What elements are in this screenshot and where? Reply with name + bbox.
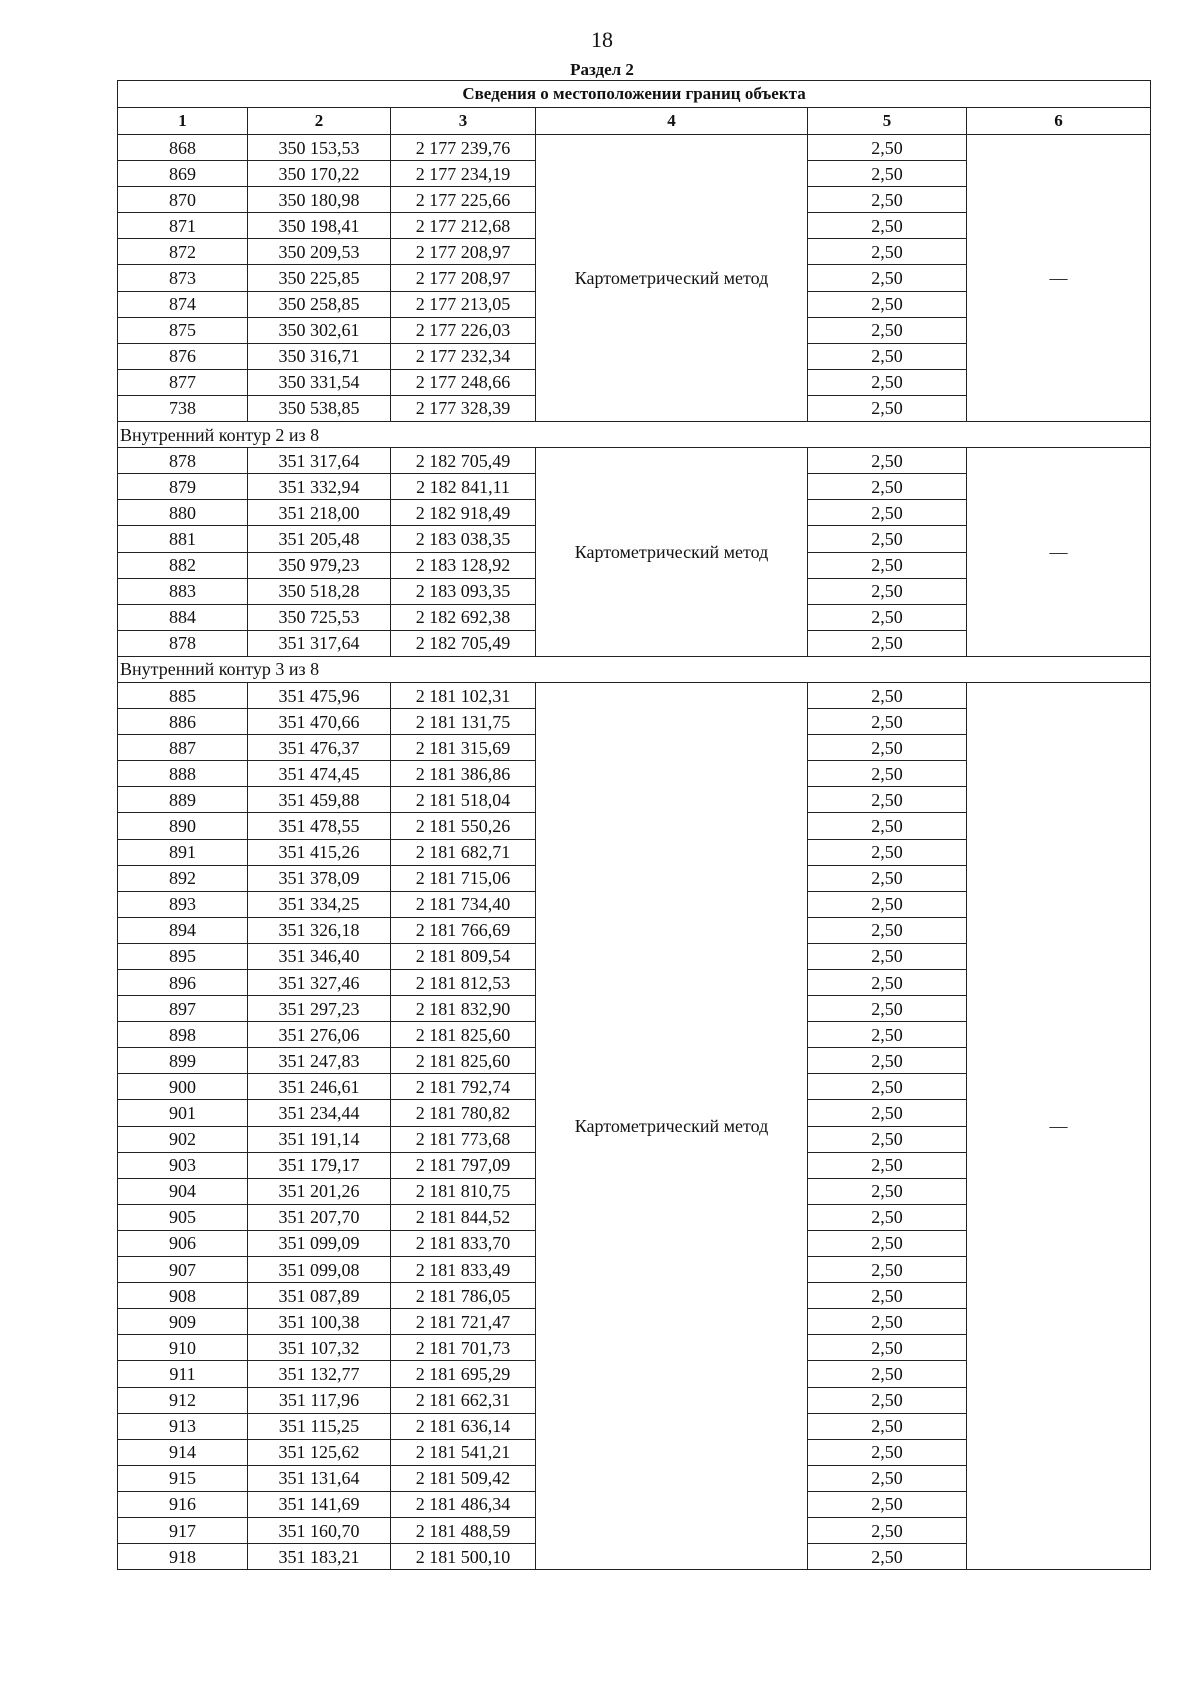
accuracy-cell: 2,50	[808, 1204, 967, 1230]
x-coordinate-cell: 351 332,94	[248, 474, 391, 500]
x-coordinate-cell: 351 459,88	[248, 787, 391, 813]
y-coordinate-cell: 2 183 093,35	[391, 578, 536, 604]
point-number-cell: 895	[118, 943, 248, 969]
y-coordinate-cell: 2 181 500,10	[391, 1544, 536, 1570]
x-coordinate-cell: 350 518,28	[248, 578, 391, 604]
accuracy-cell: 2,50	[808, 839, 967, 865]
point-number-cell: 905	[118, 1204, 248, 1230]
x-coordinate-cell: 351 218,00	[248, 500, 391, 526]
accuracy-cell: 2,50	[808, 239, 967, 265]
accuracy-cell: 2,50	[808, 709, 967, 735]
column-number-row	[118, 108, 1151, 135]
accuracy-cell: 2,50	[808, 1152, 967, 1178]
accuracy-cell: 2,50	[808, 604, 967, 630]
column-number: 6	[967, 108, 1151, 135]
x-coordinate-cell: 351 131,64	[248, 1465, 391, 1491]
accuracy-cell: 2,50	[808, 1335, 967, 1361]
point-number-cell: 910	[118, 1335, 248, 1361]
y-coordinate-cell: 2 181 486,34	[391, 1491, 536, 1517]
accuracy-cell: 2,50	[808, 1387, 967, 1413]
y-coordinate-cell: 2 183 038,35	[391, 526, 536, 552]
point-number-cell: 889	[118, 787, 248, 813]
boundary-coordinates-table	[117, 80, 1151, 1570]
point-number-cell: 901	[118, 1100, 248, 1126]
x-coordinate-cell: 351 276,06	[248, 1022, 391, 1048]
x-coordinate-cell: 351 115,25	[248, 1413, 391, 1439]
x-coordinate-cell: 350 302,61	[248, 317, 391, 343]
point-number-cell: 902	[118, 1126, 248, 1152]
y-coordinate-cell: 2 181 721,47	[391, 1309, 536, 1335]
point-number-cell: 896	[118, 970, 248, 996]
accuracy-cell: 2,50	[808, 1544, 967, 1570]
x-coordinate-cell: 351 179,17	[248, 1152, 391, 1178]
table-caption-row	[118, 81, 1151, 108]
accuracy-cell: 2,50	[808, 1309, 967, 1335]
y-coordinate-cell: 2 183 128,92	[391, 552, 536, 578]
y-coordinate-cell: 2 181 780,82	[391, 1100, 536, 1126]
point-number-cell: 915	[118, 1465, 248, 1491]
accuracy-cell: 2,50	[808, 891, 967, 917]
accuracy-cell: 2,50	[808, 1178, 967, 1204]
x-coordinate-cell: 351 475,96	[248, 682, 391, 708]
x-coordinate-cell: 351 087,89	[248, 1283, 391, 1309]
x-coordinate-cell: 351 470,66	[248, 709, 391, 735]
point-number-cell: 878	[118, 630, 248, 656]
y-coordinate-cell: 2 182 705,49	[391, 448, 536, 474]
x-coordinate-cell: 351 334,25	[248, 891, 391, 917]
point-number-cell: 904	[118, 1178, 248, 1204]
point-number-cell: 907	[118, 1257, 248, 1283]
point-number-cell: 873	[118, 265, 248, 291]
column-number: 4	[536, 108, 808, 135]
x-coordinate-cell: 351 107,32	[248, 1335, 391, 1361]
y-coordinate-cell: 2 181 518,04	[391, 787, 536, 813]
accuracy-cell: 2,50	[808, 1491, 967, 1517]
x-coordinate-cell: 351 317,64	[248, 630, 391, 656]
x-coordinate-cell: 351 415,26	[248, 839, 391, 865]
point-number-cell: 914	[118, 1439, 248, 1465]
accuracy-cell: 2,50	[808, 787, 967, 813]
y-coordinate-cell: 2 181 701,73	[391, 1335, 536, 1361]
y-coordinate-cell: 2 181 386,86	[391, 761, 536, 787]
point-number-cell: 874	[118, 291, 248, 317]
y-coordinate-cell: 2 181 825,60	[391, 1022, 536, 1048]
x-coordinate-cell: 351 378,09	[248, 865, 391, 891]
y-coordinate-cell: 2 181 809,54	[391, 943, 536, 969]
accuracy-cell: 2,50	[808, 917, 967, 943]
method-cell: Картометрический метод	[536, 448, 808, 657]
x-coordinate-cell: 351 247,83	[248, 1048, 391, 1074]
point-number-cell: 877	[118, 369, 248, 395]
y-coordinate-cell: 2 182 705,49	[391, 630, 536, 656]
table-caption: Сведения о местоположении границ объекта	[118, 81, 1151, 108]
x-coordinate-cell: 351 478,55	[248, 813, 391, 839]
y-coordinate-cell: 2 177 213,05	[391, 291, 536, 317]
accuracy-cell: 2,50	[808, 317, 967, 343]
y-coordinate-cell: 2 182 841,11	[391, 474, 536, 500]
table-row	[118, 448, 1151, 474]
y-coordinate-cell: 2 181 715,06	[391, 865, 536, 891]
x-coordinate-cell: 351 099,08	[248, 1257, 391, 1283]
point-number-cell: 884	[118, 604, 248, 630]
accuracy-cell: 2,50	[808, 630, 967, 656]
y-coordinate-cell: 2 181 550,26	[391, 813, 536, 839]
point-number-cell: 916	[118, 1491, 248, 1517]
point-number-cell: 890	[118, 813, 248, 839]
accuracy-cell: 2,50	[808, 813, 967, 839]
x-coordinate-cell: 351 474,45	[248, 761, 391, 787]
point-number-cell: 882	[118, 552, 248, 578]
y-coordinate-cell: 2 177 208,97	[391, 265, 536, 291]
accuracy-cell: 2,50	[808, 135, 967, 161]
point-number-cell: 891	[118, 839, 248, 865]
x-coordinate-cell: 351 160,70	[248, 1517, 391, 1543]
accuracy-cell: 2,50	[808, 1100, 967, 1126]
x-coordinate-cell: 351 132,77	[248, 1361, 391, 1387]
y-coordinate-cell: 2 181 734,40	[391, 891, 536, 917]
y-coordinate-cell: 2 177 234,19	[391, 161, 536, 187]
point-number-cell: 894	[118, 917, 248, 943]
point-number-cell: 899	[118, 1048, 248, 1074]
contour-label: Внутренний контур 2 из 8	[118, 422, 1151, 448]
y-coordinate-cell: 2 181 766,69	[391, 917, 536, 943]
x-coordinate-cell: 350 225,85	[248, 265, 391, 291]
point-number-cell: 887	[118, 735, 248, 761]
y-coordinate-cell: 2 181 636,14	[391, 1413, 536, 1439]
y-coordinate-cell: 2 181 488,59	[391, 1517, 536, 1543]
point-number-cell: 912	[118, 1387, 248, 1413]
x-coordinate-cell: 351 141,69	[248, 1491, 391, 1517]
point-number-cell: 918	[118, 1544, 248, 1570]
x-coordinate-cell: 351 117,96	[248, 1387, 391, 1413]
y-coordinate-cell: 2 181 786,05	[391, 1283, 536, 1309]
x-coordinate-cell: 351 327,46	[248, 970, 391, 996]
y-coordinate-cell: 2 181 662,31	[391, 1387, 536, 1413]
y-coordinate-cell: 2 181 812,53	[391, 970, 536, 996]
point-number-cell: 913	[118, 1413, 248, 1439]
x-coordinate-cell: 351 234,44	[248, 1100, 391, 1126]
accuracy-cell: 2,50	[808, 1439, 967, 1465]
point-number-cell: 897	[118, 996, 248, 1022]
y-coordinate-cell: 2 181 131,75	[391, 709, 536, 735]
method-cell: Картометрический метод	[536, 682, 808, 1569]
accuracy-cell: 2,50	[808, 500, 967, 526]
point-number-cell: 906	[118, 1230, 248, 1256]
accuracy-cell: 2,50	[808, 265, 967, 291]
x-coordinate-cell: 351 191,14	[248, 1126, 391, 1152]
x-coordinate-cell: 351 297,23	[248, 996, 391, 1022]
table-row	[118, 682, 1151, 708]
y-coordinate-cell: 2 181 541,21	[391, 1439, 536, 1465]
point-number-cell: 880	[118, 500, 248, 526]
accuracy-cell: 2,50	[808, 1230, 967, 1256]
accuracy-cell: 2,50	[808, 970, 967, 996]
y-coordinate-cell: 2 181 509,42	[391, 1465, 536, 1491]
accuracy-cell: 2,50	[808, 474, 967, 500]
point-number-cell: 886	[118, 709, 248, 735]
y-coordinate-cell: 2 177 248,66	[391, 369, 536, 395]
point-number-cell: 871	[118, 213, 248, 239]
column-number: 2	[248, 108, 391, 135]
point-number-cell: 878	[118, 448, 248, 474]
point-number-cell: 888	[118, 761, 248, 787]
accuracy-cell: 2,50	[808, 578, 967, 604]
y-coordinate-cell: 2 181 682,71	[391, 839, 536, 865]
y-coordinate-cell: 2 177 226,03	[391, 317, 536, 343]
point-number-cell: 868	[118, 135, 248, 161]
contour-label: Внутренний контур 3 из 8	[118, 656, 1151, 682]
x-coordinate-cell: 351 125,62	[248, 1439, 391, 1465]
point-number-cell: 875	[118, 317, 248, 343]
y-coordinate-cell: 2 181 844,52	[391, 1204, 536, 1230]
accuracy-cell: 2,50	[808, 1361, 967, 1387]
accuracy-cell: 2,50	[808, 213, 967, 239]
x-coordinate-cell: 350 725,53	[248, 604, 391, 630]
x-coordinate-cell: 351 205,48	[248, 526, 391, 552]
x-coordinate-cell: 350 153,53	[248, 135, 391, 161]
accuracy-cell: 2,50	[808, 369, 967, 395]
note-cell: —	[967, 448, 1151, 657]
note-cell: —	[967, 682, 1151, 1569]
y-coordinate-cell: 2 177 232,34	[391, 343, 536, 369]
accuracy-cell: 2,50	[808, 996, 967, 1022]
page-number: 18	[591, 27, 613, 52]
x-coordinate-cell: 351 326,18	[248, 917, 391, 943]
y-coordinate-cell: 2 177 239,76	[391, 135, 536, 161]
accuracy-cell: 2,50	[808, 343, 967, 369]
accuracy-cell: 2,50	[808, 1517, 967, 1543]
y-coordinate-cell: 2 182 918,49	[391, 500, 536, 526]
x-coordinate-cell: 350 170,22	[248, 161, 391, 187]
accuracy-cell: 2,50	[808, 1074, 967, 1100]
accuracy-cell: 2,50	[808, 1283, 967, 1309]
accuracy-cell: 2,50	[808, 526, 967, 552]
x-coordinate-cell: 351 100,38	[248, 1309, 391, 1335]
accuracy-cell: 2,50	[808, 1465, 967, 1491]
point-number-cell: 883	[118, 578, 248, 604]
x-coordinate-cell: 350 180,98	[248, 187, 391, 213]
point-number-cell: 869	[118, 161, 248, 187]
accuracy-cell: 2,50	[808, 761, 967, 787]
accuracy-cell: 2,50	[808, 1257, 967, 1283]
point-number-cell: 876	[118, 343, 248, 369]
y-coordinate-cell: 2 177 225,66	[391, 187, 536, 213]
accuracy-cell: 2,50	[808, 1126, 967, 1152]
accuracy-cell: 2,50	[808, 735, 967, 761]
x-coordinate-cell: 351 099,09	[248, 1230, 391, 1256]
point-number-cell: 892	[118, 865, 248, 891]
point-number-cell: 908	[118, 1283, 248, 1309]
section-title: Раздел 2	[570, 60, 634, 79]
point-number-cell: 738	[118, 395, 248, 421]
y-coordinate-cell: 2 177 208,97	[391, 239, 536, 265]
accuracy-cell: 2,50	[808, 187, 967, 213]
point-number-cell: 903	[118, 1152, 248, 1178]
y-coordinate-cell: 2 181 825,60	[391, 1048, 536, 1074]
y-coordinate-cell: 2 181 833,70	[391, 1230, 536, 1256]
point-number-cell: 885	[118, 682, 248, 708]
x-coordinate-cell: 351 207,70	[248, 1204, 391, 1230]
accuracy-cell: 2,50	[808, 161, 967, 187]
x-coordinate-cell: 350 331,54	[248, 369, 391, 395]
x-coordinate-cell: 351 346,40	[248, 943, 391, 969]
point-number-cell: 911	[118, 1361, 248, 1387]
y-coordinate-cell: 2 181 832,90	[391, 996, 536, 1022]
y-coordinate-cell: 2 181 102,31	[391, 682, 536, 708]
point-number-cell: 881	[118, 526, 248, 552]
point-number-cell: 879	[118, 474, 248, 500]
x-coordinate-cell: 350 316,71	[248, 343, 391, 369]
x-coordinate-cell: 350 198,41	[248, 213, 391, 239]
accuracy-cell: 2,50	[808, 395, 967, 421]
x-coordinate-cell: 351 317,64	[248, 448, 391, 474]
x-coordinate-cell: 351 246,61	[248, 1074, 391, 1100]
point-number-cell: 909	[118, 1309, 248, 1335]
y-coordinate-cell: 2 181 695,29	[391, 1361, 536, 1387]
x-coordinate-cell: 351 183,21	[248, 1544, 391, 1570]
point-number-cell: 900	[118, 1074, 248, 1100]
accuracy-cell: 2,50	[808, 552, 967, 578]
x-coordinate-cell: 350 979,23	[248, 552, 391, 578]
y-coordinate-cell: 2 182 692,38	[391, 604, 536, 630]
accuracy-cell: 2,50	[808, 1413, 967, 1439]
note-cell: —	[967, 135, 1151, 422]
y-coordinate-cell: 2 181 797,09	[391, 1152, 536, 1178]
x-coordinate-cell: 351 476,37	[248, 735, 391, 761]
table-row	[118, 135, 1151, 161]
y-coordinate-cell: 2 177 212,68	[391, 213, 536, 239]
y-coordinate-cell: 2 181 810,75	[391, 1178, 536, 1204]
accuracy-cell: 2,50	[808, 682, 967, 708]
accuracy-cell: 2,50	[808, 1022, 967, 1048]
y-coordinate-cell: 2 181 773,68	[391, 1126, 536, 1152]
contour-header-row	[118, 422, 1151, 448]
accuracy-cell: 2,50	[808, 291, 967, 317]
accuracy-cell: 2,50	[808, 448, 967, 474]
column-number: 5	[808, 108, 967, 135]
point-number-cell: 898	[118, 1022, 248, 1048]
x-coordinate-cell: 350 538,85	[248, 395, 391, 421]
accuracy-cell: 2,50	[808, 865, 967, 891]
x-coordinate-cell: 351 201,26	[248, 1178, 391, 1204]
point-number-cell: 893	[118, 891, 248, 917]
method-cell: Картометрический метод	[536, 135, 808, 422]
accuracy-cell: 2,50	[808, 943, 967, 969]
y-coordinate-cell: 2 181 833,49	[391, 1257, 536, 1283]
y-coordinate-cell: 2 181 315,69	[391, 735, 536, 761]
column-number: 3	[391, 108, 536, 135]
point-number-cell: 872	[118, 239, 248, 265]
x-coordinate-cell: 350 209,53	[248, 239, 391, 265]
x-coordinate-cell: 350 258,85	[248, 291, 391, 317]
point-number-cell: 870	[118, 187, 248, 213]
column-number: 1	[118, 108, 248, 135]
point-number-cell: 917	[118, 1517, 248, 1543]
y-coordinate-cell: 2 177 328,39	[391, 395, 536, 421]
contour-header-row	[118, 656, 1151, 682]
accuracy-cell: 2,50	[808, 1048, 967, 1074]
y-coordinate-cell: 2 181 792,74	[391, 1074, 536, 1100]
